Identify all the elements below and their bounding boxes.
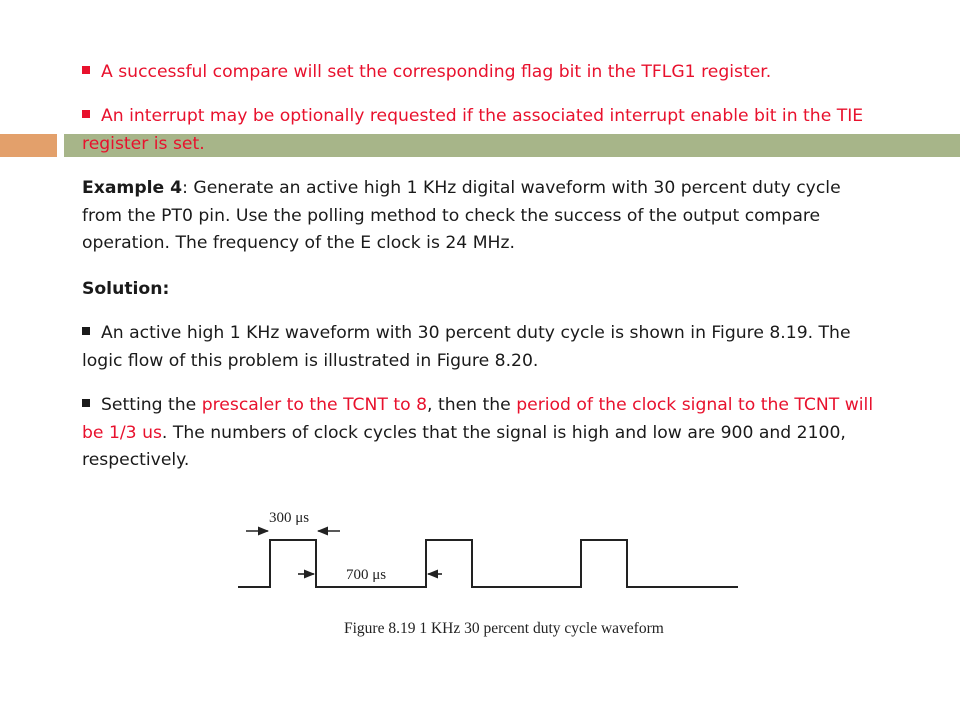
example-paragraph	[82, 175, 882, 258]
square-bullet-icon	[82, 327, 90, 335]
solution-label: Solution:	[82, 279, 170, 299]
bullet-compare-flag-text: A successful compare will set the corresponding flag bit in the TFLG1 register.	[101, 62, 772, 82]
square-waveform	[238, 540, 738, 587]
prescaler-text-3: . The numbers of clock cycles that the signal is high and low are 900 and 2100, respectively.	[82, 422, 846, 470]
waveform-figure	[230, 500, 750, 650]
square-bullet-icon	[82, 66, 90, 74]
bullet-interrupt-text: An interrupt may be optionally requested if the associated interrupt enable bit in the TIE register is set.	[82, 106, 864, 154]
prescaler-highlight-1: prescaler to the TCNT to 8	[201, 395, 428, 415]
bullet-prescaler	[82, 392, 882, 475]
square-bullet-icon	[82, 399, 90, 407]
bullet-interrupt	[82, 103, 882, 158]
example-label: Example 4	[82, 178, 183, 198]
bullet-waveform-description	[82, 320, 882, 375]
prescaler-text-1: Setting the	[101, 395, 202, 415]
prescaler-highlight-2: period of the clock signal to the TCNT will be 1/3 us	[82, 395, 874, 443]
waveform-diagram	[230, 500, 750, 650]
prescaler-text-2: , then the	[427, 395, 517, 415]
decorative-bar-orange	[0, 134, 57, 157]
example-text: : Generate an active high 1 KHz digital waveform with 30 percent duty cycle from the PT0 pin. Use the polling method to check the success of the output compare operation. The frequency of the E clock is 24 MHz.	[82, 178, 841, 253]
high-duration-label: 300 μs	[269, 510, 310, 526]
figure-caption: Figure 8.19 1 KHz 30 percent duty cycle waveform	[344, 620, 664, 637]
square-bullet-icon	[82, 110, 90, 118]
bullet-waveform-text: An active high 1 KHz waveform with 30 percent duty cycle is shown in Figure 8.19. The logic flow of this problem is illustrated in Figure 8.20.	[82, 323, 851, 371]
low-duration-label: 700 μs	[346, 567, 387, 583]
bullet-compare-flag	[82, 59, 882, 87]
